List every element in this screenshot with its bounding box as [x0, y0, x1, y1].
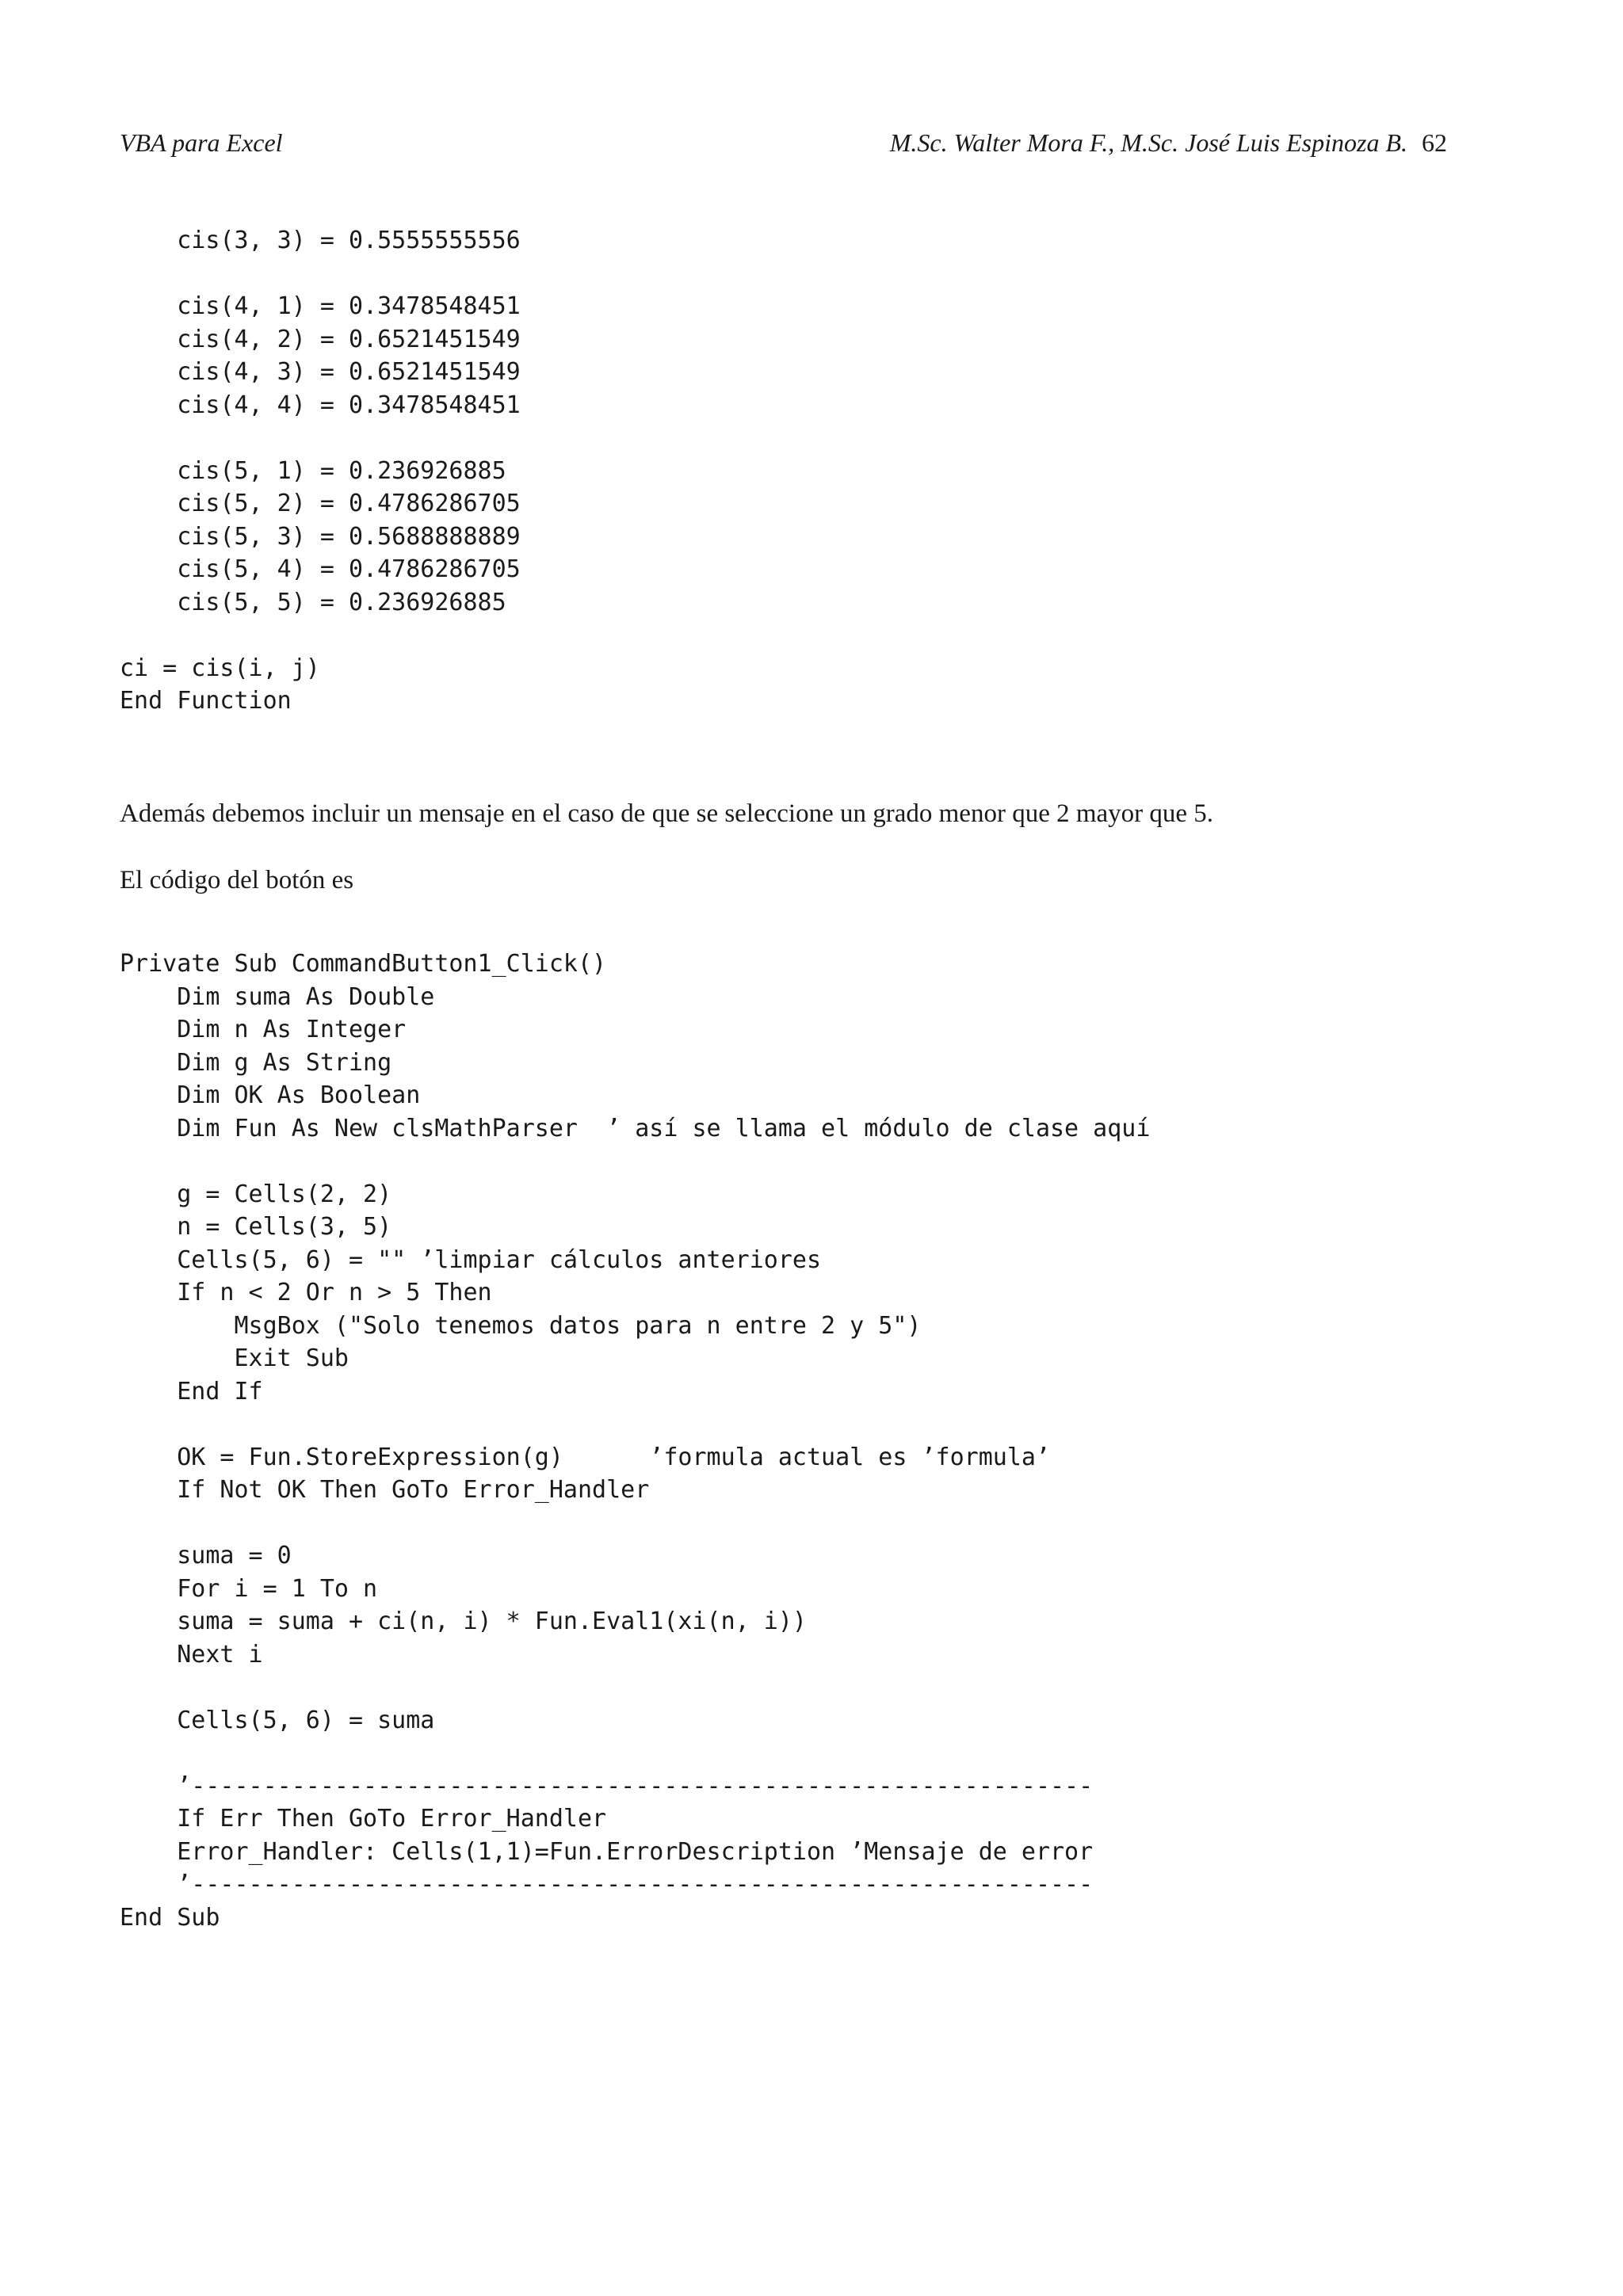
code-line: cis(5, 3) = 0.5688888889 — [120, 522, 521, 551]
running-header-authors — [890, 127, 1447, 158]
page-number: 62 — [1422, 128, 1447, 157]
code-line: cis(3, 3) = 0.5555555556 — [120, 227, 521, 254]
code-line — [120, 421, 521, 455]
code-line: ’--------------------------------------------------------------- — [120, 1772, 1094, 1800]
paragraph-message-note: Además debemos incluir un mensaje en el caso de que se seleccione un grado menor que 2 mayor que 5. — [120, 799, 1214, 828]
code-line: If Err Then GoTo Error_Handler — [120, 1805, 607, 1833]
code-line: End If — [120, 1377, 263, 1405]
code-line: For i = 1 To n — [120, 1574, 378, 1603]
code-line: cis(4, 3) = 0.6521451549 — [120, 358, 521, 386]
code-line — [120, 1507, 1150, 1540]
code-line — [120, 619, 521, 652]
code-line — [120, 257, 521, 291]
code-line: ci = cis(i, j) — [120, 654, 320, 682]
code-line: Dim OK As Boolean — [120, 1081, 421, 1109]
code-line — [120, 1671, 1150, 1704]
code-line: Dim n As Integer — [120, 1016, 407, 1043]
code-line: Cells(5, 6) = "" ’limpiar cálculos anteriores — [120, 1245, 822, 1274]
code-line: cis(5, 5) = 0.236926885 — [120, 588, 506, 616]
code-line: End Sub — [120, 1903, 220, 1932]
code-line: OK = Fun.StoreExpression(g) ’formula actual es ’formula’ — [120, 1443, 1050, 1471]
code-line: suma = 0 — [120, 1542, 292, 1569]
code-line: cis(4, 4) = 0.3478548451 — [120, 391, 521, 419]
header-authors: M.Sc. Walter Mora F., M.Sc. José Luis Espinoza B. — [889, 128, 1407, 157]
code-line: MsgBox ("Solo tenemos datos para n entre 2 y 5") — [120, 1311, 922, 1340]
code-block-cis-values — [120, 224, 521, 718]
code-line: If n < 2 Or n > 5 Then — [120, 1279, 492, 1306]
code-line — [120, 1145, 1150, 1178]
code-line: g = Cells(2, 2) — [120, 1180, 392, 1208]
code-line: Error_Handler: Cells(1,1)=Fun.ErrorDescription ’Mensaje de error — [120, 1837, 1094, 1866]
code-line: Dim g As String — [120, 1048, 392, 1077]
code-line: Exit Sub — [120, 1344, 349, 1372]
code-line: Private Sub CommandButton1_Click() — [120, 950, 607, 978]
code-line: End Function — [120, 687, 292, 715]
code-line: cis(4, 1) = 0.3478548451 — [120, 292, 521, 320]
code-line: If Not OK Then GoTo Error_Handler — [120, 1476, 650, 1504]
code-line — [120, 1737, 1150, 1770]
code-line: ’--------------------------------------------------------------- — [120, 1871, 1094, 1898]
code-line: Dim suma As Double — [120, 982, 435, 1011]
code-line: suma = suma + ci(n, i) * Fun.Eval1(xi(n, i)) — [120, 1608, 807, 1635]
code-line: cis(4, 2) = 0.6521451549 — [120, 325, 521, 353]
code-line — [120, 1408, 1150, 1441]
code-block-command-button — [120, 948, 1150, 1934]
paragraph-button-code-intro: El código del botón es — [120, 866, 354, 894]
code-line: Cells(5, 6) = suma — [120, 1706, 435, 1734]
code-line: n = Cells(3, 5) — [120, 1213, 392, 1241]
running-header-title: VBA para Excel — [120, 128, 283, 157]
code-line: cis(5, 2) = 0.4786286705 — [120, 490, 521, 517]
code-line: cis(5, 4) = 0.4786286705 — [120, 555, 521, 583]
code-line: cis(5, 1) = 0.236926885 — [120, 456, 506, 485]
code-line: Next i — [120, 1640, 263, 1669]
code-line: Dim Fun As New clsMathParser ’ así se llama el módulo de clase aquí — [120, 1114, 1151, 1142]
